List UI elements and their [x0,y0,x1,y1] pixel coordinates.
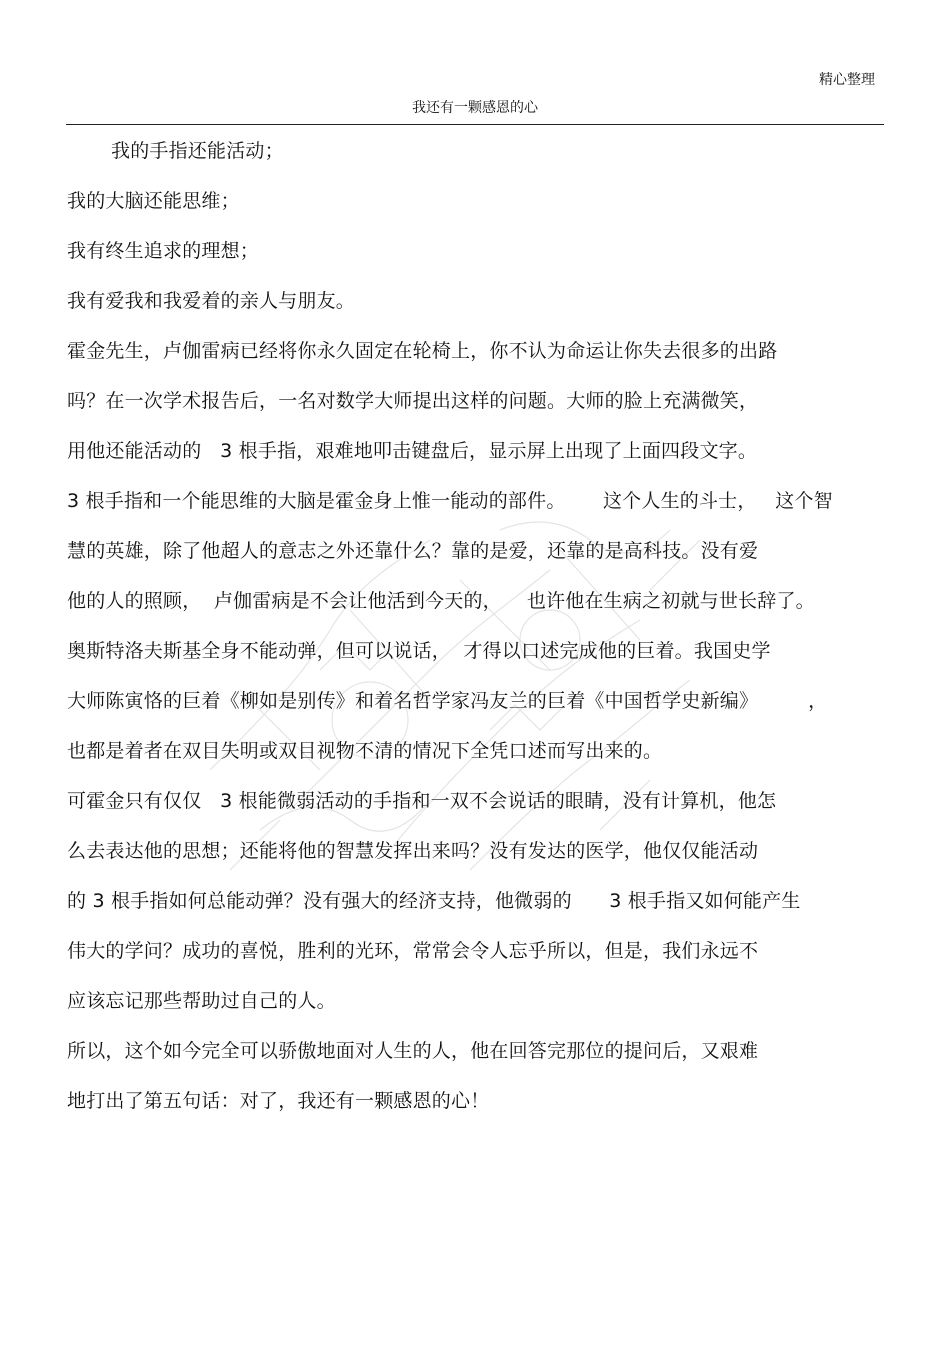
paragraph-line: 我有终生追求的理想； [67,240,260,262]
paragraph-line: 吗？在一次学术报告后，一名对数学大师提出这样的问题。大师的脸上充满微笑， [67,390,759,412]
paragraph-line: 所以，这个如今完全可以骄傲地面对人生的人，他在回答完那位的提问后，又艰难 [67,1040,759,1062]
paragraph-line: 大师陈寅恪的巨着《柳如是别传》和着名哲学家冯友兰的巨着《中国哲学史新编》 ， [67,690,828,712]
paragraph-line: 他的人的照顾， 卢伽雷病是不会让他活到今天的， 也许他在生病之初就与世长辞了。 [67,590,815,612]
paragraph-line: 奥斯特洛夫斯基全身不能动弹，但可以说话， 才得以口述完成他的巨着。我国史学 [67,640,771,662]
paragraph-line: 我的大脑还能思维； [67,190,240,212]
paragraph-line: 慧的英雄，除了他超人的意志之外还靠什么？靠的是爱，还靠的是高科技。没有爱 [67,540,759,562]
body-text [67,137,887,1137]
corner-note: 精心整理 [819,72,875,88]
paragraph-line: 霍金先生，卢伽雷病已经将你永久固定在轮椅上，你不认为命运让你失去很多的出路 [67,340,778,362]
paragraph-line: 地打出了第五句话：对了，我还有一颗感恩的心！ [67,1090,490,1112]
paragraph-line: 可霍金只有仅仅 3 根能微弱活动的手指和一双不会说话的眼睛，没有计算机，他怎 [67,790,777,812]
paragraph-line: 我的手指还能活动； [111,140,284,162]
paragraph-line: 伟大的学问？成功的喜悦，胜利的光环，常常会令人忘乎所以，但是，我们永远不 [67,940,759,962]
paragraph-line: 也都是着者在双目失明或双目视物不清的情况下全凭口述而写出来的。 [67,740,663,762]
paragraph-line: 应该忘记那些帮助过自己的人。 [67,990,336,1012]
running-title: 我还有一颗感恩的心 [412,100,538,116]
paragraph-line: 我有爱我和我爱着的亲人与朋友。 [67,290,356,312]
header-divider [66,124,884,125]
paragraph-line: 3 根手指和一个能思维的大脑是霍金身上惟一能动的部件。 这个人生的斗士， 这个智 [67,490,833,512]
paragraph-line: 的 3 根手指如何总能动弹？没有强大的经济支持，他微弱的 3 根手指又如何能产生 [67,890,801,912]
paragraph-line: 用他还能活动的 3 根手指，艰难地叩击键盘后，显示屏上出现了上面四段文字。 [67,440,758,462]
paragraph-line: 么去表达他的思想；还能将他的智慧发挥出来吗？没有发达的医学，他仅仅能活动 [67,840,759,862]
